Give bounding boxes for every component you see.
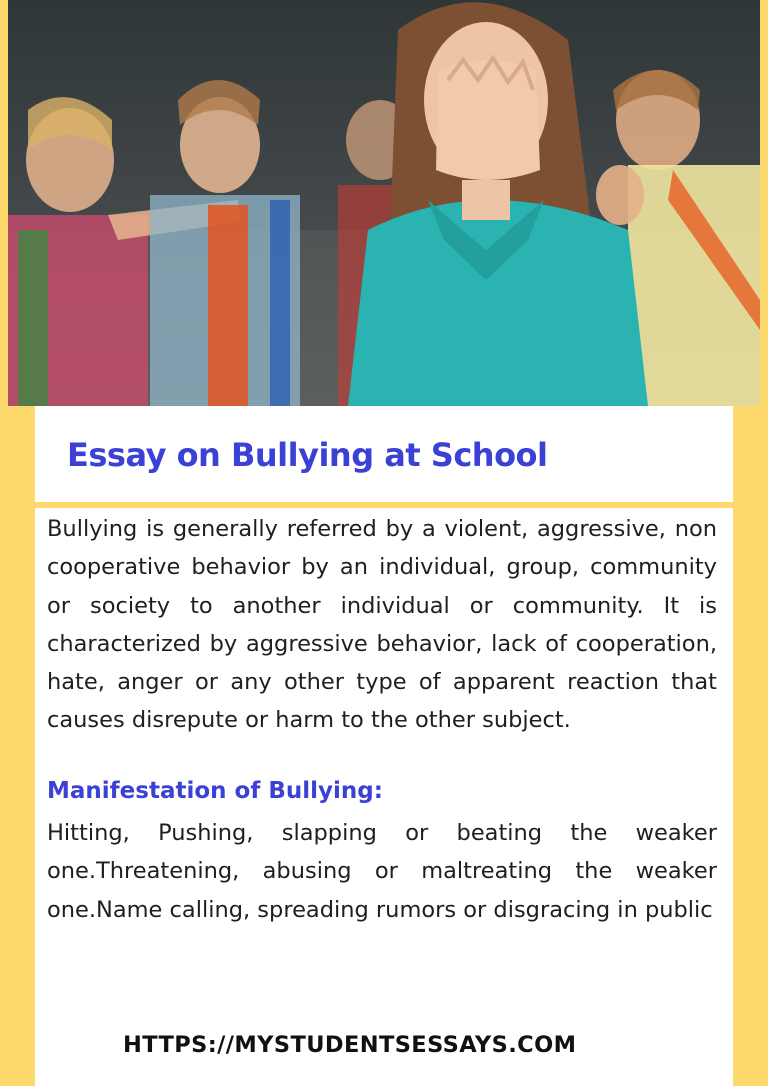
title-banner [35,406,733,502]
hero-photo [8,0,760,406]
essay-body [35,508,733,1086]
intro-paragraph: Bullying is generally referred by a violent, aggressive, non cooperative behavior by an individual, group, community or society to another individual or community. It is characterized by aggressive behavior, lack of cooperation, hate, anger or any other type of apparent reaction that causes disrepute or harm to the other subject. [47,516,717,734]
photo-icon [8,0,760,406]
manifestation-paragraph: Hitting, Pushing, slapping or beating the weaker one.Threatening, abusing or maltreating the weaker one.Name calling, spreading rumors or disgracing in public [47,820,717,923]
page-title: Essay on Bullying at School [67,436,548,474]
manifestation-heading: Manifestation of Bullying: [47,778,383,804]
website-link[interactable]: HTTPS://MYSTUDENTSESSAYS.COM [123,1032,577,1058]
